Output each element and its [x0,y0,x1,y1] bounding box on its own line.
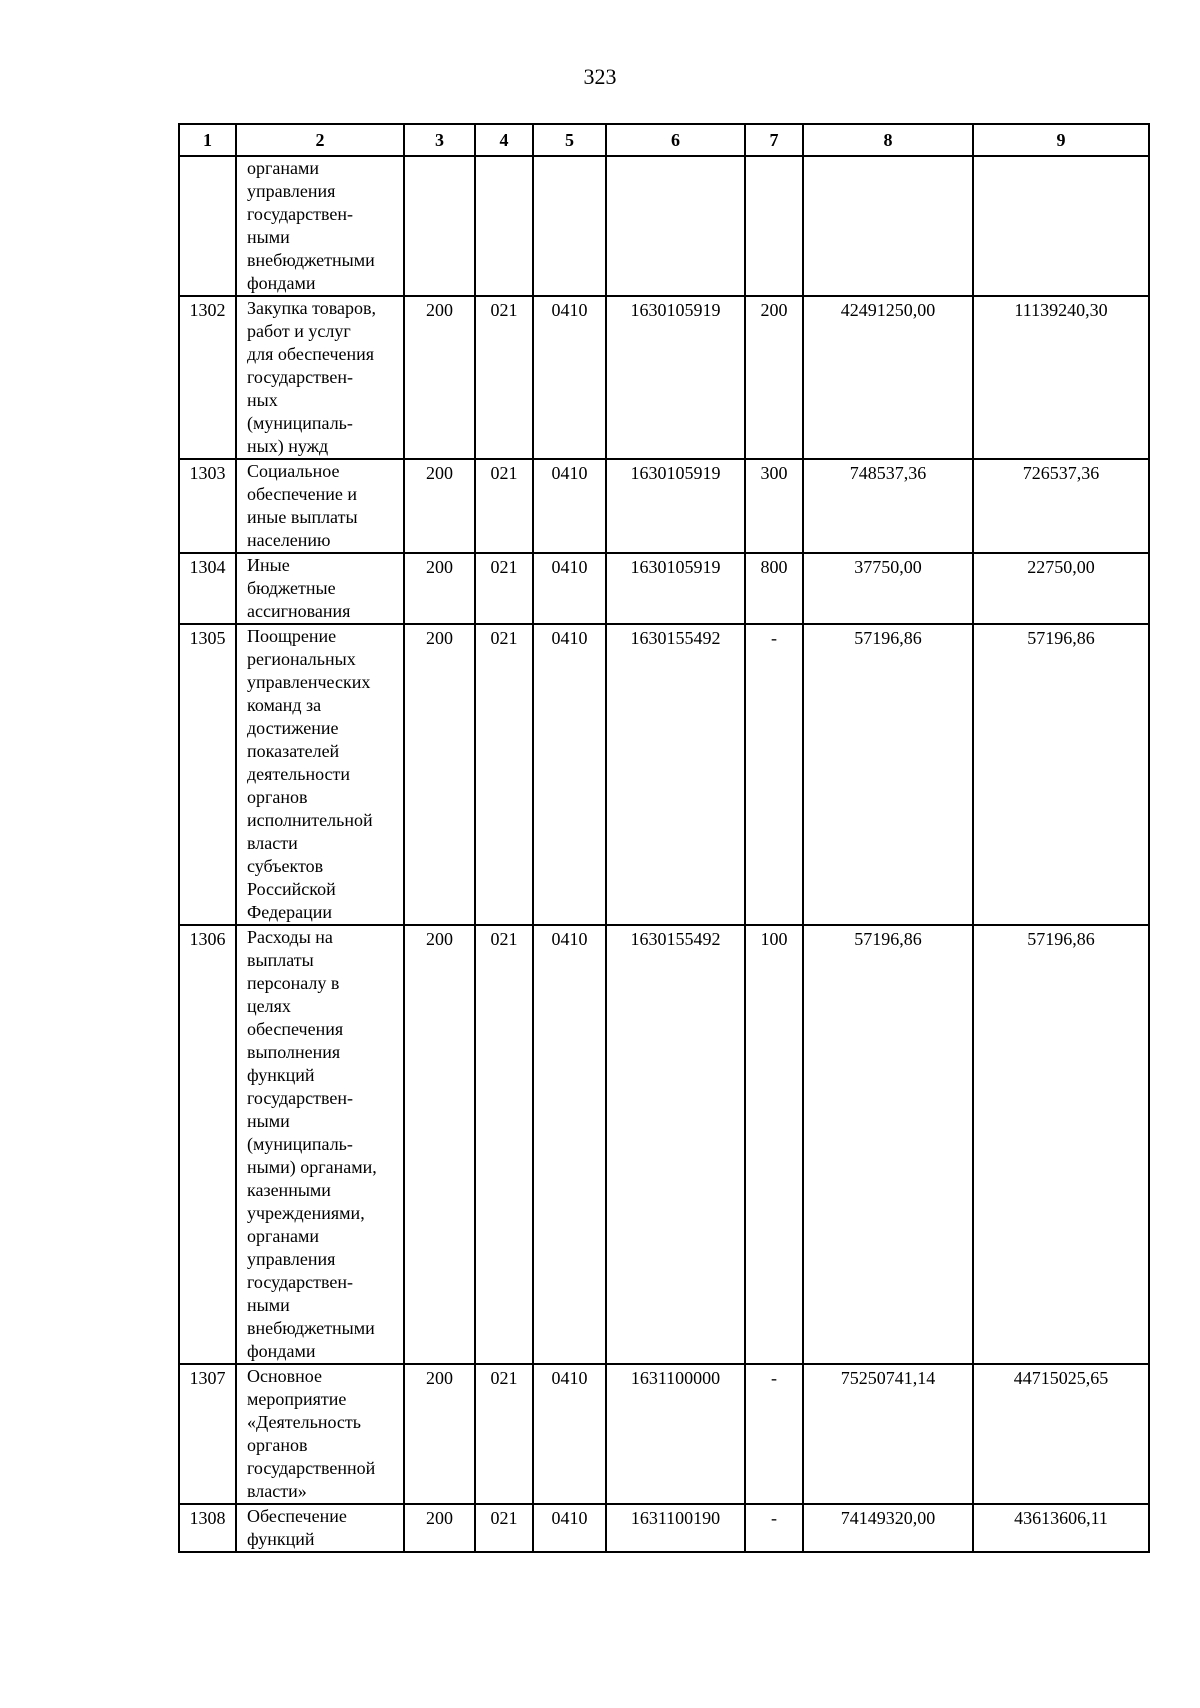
cell-col6: 1630105919 [606,459,745,553]
cell-col6: 1631100000 [606,1364,745,1504]
cell-amount-col9: 57196,86 [973,624,1149,925]
header-cell: 8 [803,124,973,156]
table-row [179,156,1149,296]
cell-col7: 300 [745,459,803,553]
row-code: 1308 [179,1504,236,1552]
cell-amount-col9 [973,156,1149,296]
cell-col5: 0410 [533,459,606,553]
budget-table [178,123,1150,1553]
cell-amount-col9: 11139240,30 [973,296,1149,459]
page-number: 323 [583,64,617,89]
table-row [179,553,1149,624]
table-row [179,624,1149,925]
cell-col3: 200 [404,925,475,1364]
cell-col7: 100 [745,925,803,1364]
row-code: 1305 [179,624,236,925]
row-description: Закупка товаров, работ и услуг для обеспечения государствен- ных (муниципаль- ных) нужд [236,296,404,459]
cell-col3: 200 [404,1364,475,1504]
row-description: Поощрение региональных управленческих команд за достижение показателей деятельности органов исполнительной власти субъектов Российской Федерации [236,624,404,925]
cell-amount-col8: 74149320,00 [803,1504,973,1552]
cell-col7: 200 [745,296,803,459]
cell-col6: 1630155492 [606,925,745,1364]
cell-amount-col9: 43613606,11 [973,1504,1149,1552]
cell-amount-col8: 37750,00 [803,553,973,624]
cell-col6: 1630155492 [606,624,745,925]
cell-col7: - [745,1364,803,1504]
cell-col4: 021 [475,296,533,459]
cell-col4: 021 [475,624,533,925]
cell-col3: 200 [404,553,475,624]
cell-col4: 021 [475,459,533,553]
table-row [179,296,1149,459]
cell-col5: 0410 [533,624,606,925]
row-description: Социальное обеспечение и иные выплаты населению [236,459,404,553]
row-code [179,156,236,296]
row-code: 1303 [179,459,236,553]
cell-amount-col8 [803,156,973,296]
cell-col6: 1630105919 [606,553,745,624]
cell-amount-col8: 57196,86 [803,925,973,1364]
cell-col6: 1630105919 [606,296,745,459]
cell-amount-col8: 42491250,00 [803,296,973,459]
table-row [179,1504,1149,1552]
cell-col5: 0410 [533,1504,606,1552]
row-description: Расходы на выплаты персоналу в целях обеспечения выполнения функций государствен- ными (муниципаль- ными) органами, казенными учреждениями, органами управления государствен- ными внебюджетными фондами [236,925,404,1364]
header-cell: 2 [236,124,404,156]
header-row [179,124,1149,156]
header-cell: 3 [404,124,475,156]
cell-amount-col8: 748537,36 [803,459,973,553]
cell-col4: 021 [475,925,533,1364]
cell-col5: 0410 [533,1364,606,1504]
header-cell: 9 [973,124,1149,156]
header-cell: 4 [475,124,533,156]
cell-amount-col9: 57196,86 [973,925,1149,1364]
cell-col4: 021 [475,1504,533,1552]
row-code: 1307 [179,1364,236,1504]
row-description: Основное мероприятие «Деятельность органов государственной власти» [236,1364,404,1504]
cell-col4: 021 [475,1364,533,1504]
cell-col5: 0410 [533,925,606,1364]
cell-amount-col8: 57196,86 [803,624,973,925]
row-description: Иные бюджетные ассигнования [236,553,404,624]
cell-amount-col9: 44715025,65 [973,1364,1149,1504]
cell-col6: 1631100190 [606,1504,745,1552]
cell-col4 [475,156,533,296]
row-description: Обеспечение функций [236,1504,404,1552]
cell-col5: 0410 [533,553,606,624]
row-code: 1304 [179,553,236,624]
cell-amount-col8: 75250741,14 [803,1364,973,1504]
header-cell: 7 [745,124,803,156]
row-description: органами управления государствен- ными внебюджетными фондами [236,156,404,296]
header-cell: 5 [533,124,606,156]
header-cell: 1 [179,124,236,156]
cell-col3: 200 [404,296,475,459]
header-cell: 6 [606,124,745,156]
cell-col5: 0410 [533,296,606,459]
cell-col3: 200 [404,459,475,553]
cell-col3: 200 [404,1504,475,1552]
table-row [179,1364,1149,1504]
cell-col3: 200 [404,624,475,925]
cell-col4: 021 [475,553,533,624]
cell-col7: - [745,624,803,925]
cell-col6 [606,156,745,296]
cell-col5 [533,156,606,296]
table-row [179,925,1149,1364]
cell-col7: 800 [745,553,803,624]
cell-col7: - [745,1504,803,1552]
cell-amount-col9: 726537,36 [973,459,1149,553]
cell-amount-col9: 22750,00 [973,553,1149,624]
cell-col7 [745,156,803,296]
row-code: 1306 [179,925,236,1364]
table-row [179,459,1149,553]
row-code: 1302 [179,296,236,459]
cell-col3 [404,156,475,296]
